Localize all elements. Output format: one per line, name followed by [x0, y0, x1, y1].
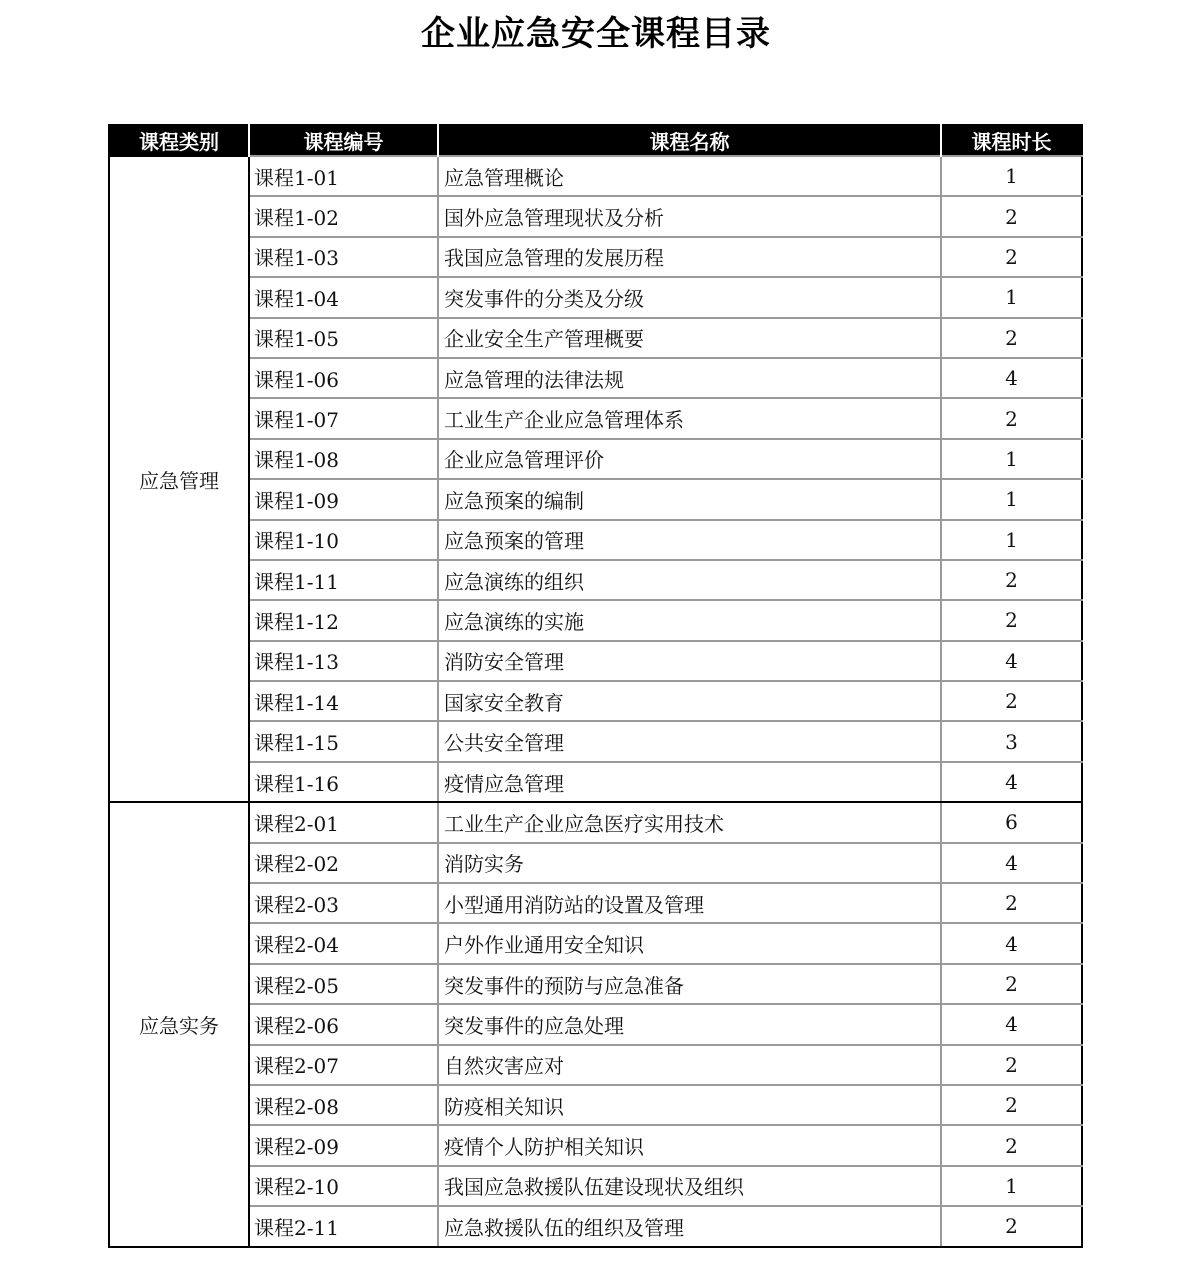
- course-name-cell: 疫情个人防护相关知识: [438, 1125, 941, 1165]
- course-id-cell: 课程1-05: [249, 318, 438, 358]
- course-name-cell: 工业生产企业应急管理体系: [438, 398, 941, 438]
- course-duration-cell: 2: [941, 1045, 1082, 1085]
- course-name-cell: 我国应急救援队伍建设现状及组织: [438, 1166, 941, 1206]
- table-row: [109, 802, 1082, 842]
- course-id-cell: 课程2-02: [249, 843, 438, 883]
- table-row: [109, 237, 1082, 277]
- table-row: [109, 318, 1082, 358]
- course-duration-cell: 2: [941, 237, 1082, 277]
- course-duration-cell: 1: [941, 156, 1082, 196]
- course-name-cell: 自然灾害应对: [438, 1045, 941, 1085]
- table-header: [109, 125, 1082, 156]
- table-row: [109, 1004, 1082, 1044]
- course-id-cell: 课程1-15: [249, 721, 438, 761]
- course-name-cell: 突发事件的应急处理: [438, 1004, 941, 1044]
- course-duration-cell: 4: [941, 923, 1082, 963]
- header-course-name: 课程名称: [438, 125, 941, 156]
- table-row: [109, 721, 1082, 761]
- course-id-cell: 课程1-16: [249, 762, 438, 802]
- course-id-cell: 课程2-01: [249, 802, 438, 842]
- course-id-cell: 课程1-13: [249, 641, 438, 681]
- course-name-cell: 国家安全教育: [438, 681, 941, 721]
- category-cell: 应急实务: [109, 802, 249, 1246]
- course-name-cell: 消防实务: [438, 843, 941, 883]
- course-duration-cell: 2: [941, 196, 1082, 236]
- course-id-cell: 课程2-04: [249, 923, 438, 963]
- course-duration-cell: 2: [941, 318, 1082, 358]
- course-id-cell: 课程1-09: [249, 479, 438, 519]
- course-name-cell: 企业安全生产管理概要: [438, 318, 941, 358]
- course-duration-cell: 2: [941, 600, 1082, 640]
- course-name-cell: 应急演练的实施: [438, 600, 941, 640]
- course-duration-cell: 3: [941, 721, 1082, 761]
- course-table: [108, 124, 1083, 1248]
- course-duration-cell: 1: [941, 520, 1082, 560]
- table-row: [109, 520, 1082, 560]
- table-row: [109, 883, 1082, 923]
- table-row: [109, 923, 1082, 963]
- course-name-cell: 户外作业通用安全知识: [438, 923, 941, 963]
- course-id-cell: 课程2-06: [249, 1004, 438, 1044]
- course-duration-cell: 4: [941, 762, 1082, 802]
- course-duration-cell: 4: [941, 641, 1082, 681]
- course-id-cell: 课程2-07: [249, 1045, 438, 1085]
- course-id-cell: 课程2-05: [249, 964, 438, 1004]
- course-id-cell: 课程1-10: [249, 520, 438, 560]
- course-name-cell: 国外应急管理现状及分析: [438, 196, 941, 236]
- course-duration-cell: 1: [941, 1166, 1082, 1206]
- course-duration-cell: 1: [941, 439, 1082, 479]
- course-duration-cell: 2: [941, 1125, 1082, 1165]
- course-name-cell: 应急预案的管理: [438, 520, 941, 560]
- course-name-cell: 应急预案的编制: [438, 479, 941, 519]
- course-name-cell: 疫情应急管理: [438, 762, 941, 802]
- course-id-cell: 课程1-03: [249, 237, 438, 277]
- course-duration-cell: 2: [941, 1206, 1082, 1246]
- category-cell: 应急管理: [109, 156, 249, 802]
- course-duration-cell: 2: [941, 398, 1082, 438]
- course-id-cell: 课程1-11: [249, 560, 438, 600]
- course-duration-cell: 2: [941, 1085, 1082, 1125]
- course-duration-cell: 2: [941, 681, 1082, 721]
- table-row: [109, 641, 1082, 681]
- table-row: [109, 1206, 1082, 1246]
- table-row: [109, 843, 1082, 883]
- table-row: [109, 762, 1082, 802]
- course-name-cell: 应急演练的组织: [438, 560, 941, 600]
- course-name-cell: 消防安全管理: [438, 641, 941, 681]
- course-duration-cell: 4: [941, 1004, 1082, 1044]
- course-id-cell: 课程1-07: [249, 398, 438, 438]
- course-name-cell: 突发事件的预防与应急准备: [438, 964, 941, 1004]
- table-row: [109, 964, 1082, 1004]
- course-name-cell: 我国应急管理的发展历程: [438, 237, 941, 277]
- course-name-cell: 小型通用消防站的设置及管理: [438, 883, 941, 923]
- course-id-cell: 课程1-01: [249, 156, 438, 196]
- page-title: 企业应急安全课程目录: [421, 14, 771, 54]
- course-name-cell: 企业应急管理评价: [438, 439, 941, 479]
- table-row: [109, 1045, 1082, 1085]
- course-id-cell: 课程1-02: [249, 196, 438, 236]
- course-duration-cell: 4: [941, 843, 1082, 883]
- course-name-cell: 突发事件的分类及分级: [438, 277, 941, 317]
- table-row: [109, 398, 1082, 438]
- table-row: [109, 479, 1082, 519]
- table-row: [109, 681, 1082, 721]
- table-row: [109, 1166, 1082, 1206]
- header-row: [109, 125, 1082, 156]
- course-id-cell: 课程2-09: [249, 1125, 438, 1165]
- course-id-cell: 课程2-08: [249, 1085, 438, 1125]
- table-row: [109, 439, 1082, 479]
- course-name-cell: 应急管理的法律法规: [438, 358, 941, 398]
- course-id-cell: 课程2-03: [249, 883, 438, 923]
- course-name-cell: 应急救援队伍的组织及管理: [438, 1206, 941, 1246]
- course-name-cell: 防疫相关知识: [438, 1085, 941, 1125]
- course-id-cell: 课程2-10: [249, 1166, 438, 1206]
- table-row: [109, 600, 1082, 640]
- course-duration-cell: 2: [941, 883, 1082, 923]
- table-row: [109, 156, 1082, 196]
- course-name-cell: 工业生产企业应急医疗实用技术: [438, 802, 941, 842]
- course-id-cell: 课程2-11: [249, 1206, 438, 1246]
- table-row: [109, 1125, 1082, 1165]
- course-id-cell: 课程1-06: [249, 358, 438, 398]
- course-name-cell: 公共安全管理: [438, 721, 941, 761]
- course-id-cell: 课程1-08: [249, 439, 438, 479]
- table-row: [109, 560, 1082, 600]
- header-duration: 课程时长: [941, 125, 1082, 156]
- table-row: [109, 358, 1082, 398]
- table-row: [109, 277, 1082, 317]
- table-row: [109, 1085, 1082, 1125]
- course-id-cell: 课程1-12: [249, 600, 438, 640]
- course-duration-cell: 1: [941, 277, 1082, 317]
- table-body: [109, 156, 1082, 1247]
- course-duration-cell: 2: [941, 560, 1082, 600]
- course-duration-cell: 6: [941, 802, 1082, 842]
- course-duration-cell: 1: [941, 479, 1082, 519]
- course-name-cell: 应急管理概论: [438, 156, 941, 196]
- course-id-cell: 课程1-04: [249, 277, 438, 317]
- table-row: [109, 196, 1082, 236]
- course-id-cell: 课程1-14: [249, 681, 438, 721]
- course-duration-cell: 2: [941, 964, 1082, 1004]
- header-category: 课程类别: [109, 125, 249, 156]
- header-course-id: 课程编号: [249, 125, 438, 156]
- course-duration-cell: 4: [941, 358, 1082, 398]
